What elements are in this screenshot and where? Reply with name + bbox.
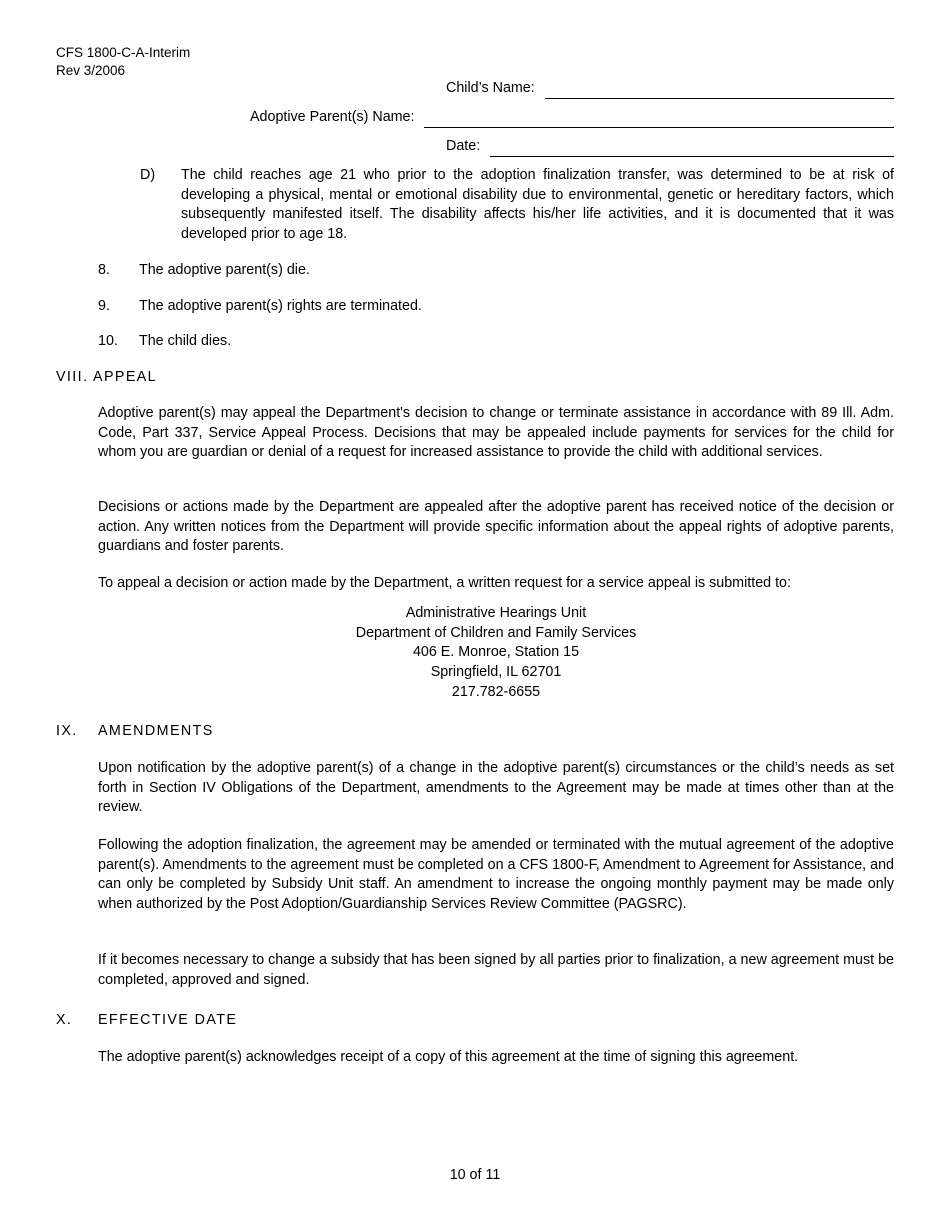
address-line: Springfield, IL 62701 bbox=[430, 664, 562, 681]
item-number: 10. bbox=[98, 333, 118, 349]
form-revision: Rev 3/2006 bbox=[56, 63, 126, 78]
childs-name-label: Child’s Name: bbox=[446, 80, 535, 96]
amendments-heading: AMENDMENTS bbox=[98, 723, 214, 739]
form-identifier bbox=[56, 44, 190, 80]
address-line: 406 E. Monroe, Station 15 bbox=[412, 644, 580, 661]
address-line: Department of Children and Family Services bbox=[355, 624, 637, 641]
effective-date-numeral: X. bbox=[56, 1012, 73, 1028]
item-text: The adoptive parent(s) rights are terminated. bbox=[139, 298, 422, 314]
effective-date-heading: EFFECTIVE DATE bbox=[98, 1012, 238, 1028]
amendments-paragraph-2: Following the adoption finalization, the agreement may be amended or terminated with the mutual agreement of the adoptive parent(s). Amendments to the agreement must be completed on a CFS 1800-F, Amendment to Agreement for Assistance, and can only be completed by Subsidy Unit staff. An amendment to increase the ongoing monthly payment may be made only when authorized by the Post Adoption/Guardianship Services Review Committee (PAGSRC). bbox=[98, 837, 894, 913]
appeal-address bbox=[98, 604, 894, 703]
appeal-heading: VIII. APPEAL bbox=[56, 369, 158, 385]
amendments-numeral: IX. bbox=[56, 723, 78, 739]
address-phone: 217.782-6655 bbox=[451, 683, 541, 700]
amendments-paragraph-3: If it becomes necessary to change a subsidy that has been signed by all parties prior to finalization, a new agreement must be completed, approved and signed. bbox=[98, 952, 894, 988]
item-text: The child dies. bbox=[139, 333, 232, 349]
childs-name-line[interactable] bbox=[545, 82, 894, 99]
date-label: Date: bbox=[446, 138, 481, 154]
appeal-paragraph-3: To appeal a decision or action made by the Department, a written request for a service appeal is submitted to: bbox=[98, 575, 791, 591]
page-number: 10 of 11 bbox=[449, 1167, 501, 1183]
adoptive-parents-name-field[interactable] bbox=[250, 108, 894, 128]
item-text: The adoptive parent(s) die. bbox=[139, 262, 310, 278]
appeal-paragraph-1: Adoptive parent(s) may appeal the Department's decision to change or terminate assistance in accordance with 89 Ill. Adm. Code, Part 337, Service Appeal Process. Decisions that may be appealed include payments for services for the child for whom you are guardian or denial of a request for increased assistance to provide the child with additional services. bbox=[98, 405, 894, 461]
adoptive-parents-name-label: Adoptive Parent(s) Name: bbox=[250, 109, 415, 125]
date-field[interactable] bbox=[446, 137, 894, 157]
adoptive-parents-name-line[interactable] bbox=[424, 111, 894, 128]
date-line[interactable] bbox=[490, 140, 894, 157]
form-number: CFS 1800-C-A-Interim bbox=[56, 45, 191, 60]
amendments-paragraph-1: Upon notification by the adoptive parent(s) of a change in the adoptive parent(s) circumstances or the child’s needs as set forth in Section IV Obligations of the Department, amendments to the Agreement may be made at times other than at the review. bbox=[98, 760, 894, 816]
item-d-letter: D) bbox=[140, 167, 156, 183]
childs-name-field[interactable] bbox=[446, 79, 894, 99]
item-d-text: The child reaches age 21 who prior to the adoption finalization transfer, was determined to be at risk of developing a physical, mental or emotional disability due to environmental, genetic or hereditary factors, which subsequently manifested itself. The disability affects his/her life activities, and it is documented that it was developed prior to age 18. bbox=[181, 167, 894, 243]
appeal-paragraph-2: Decisions or actions made by the Department are appealed after the adoptive parent has received notice of the decision or action. Any written notices from the Department will provide specific information about the appeal rights of adoptive parents, guardians and foster parents. bbox=[98, 499, 894, 555]
item-number: 9. bbox=[98, 298, 110, 314]
item-number: 8. bbox=[98, 262, 110, 278]
address-line: Administrative Hearings Unit bbox=[405, 605, 587, 621]
effective-date-paragraph: The adoptive parent(s) acknowledges receipt of a copy of this agreement at the time of signing this agreement. bbox=[98, 1049, 799, 1065]
